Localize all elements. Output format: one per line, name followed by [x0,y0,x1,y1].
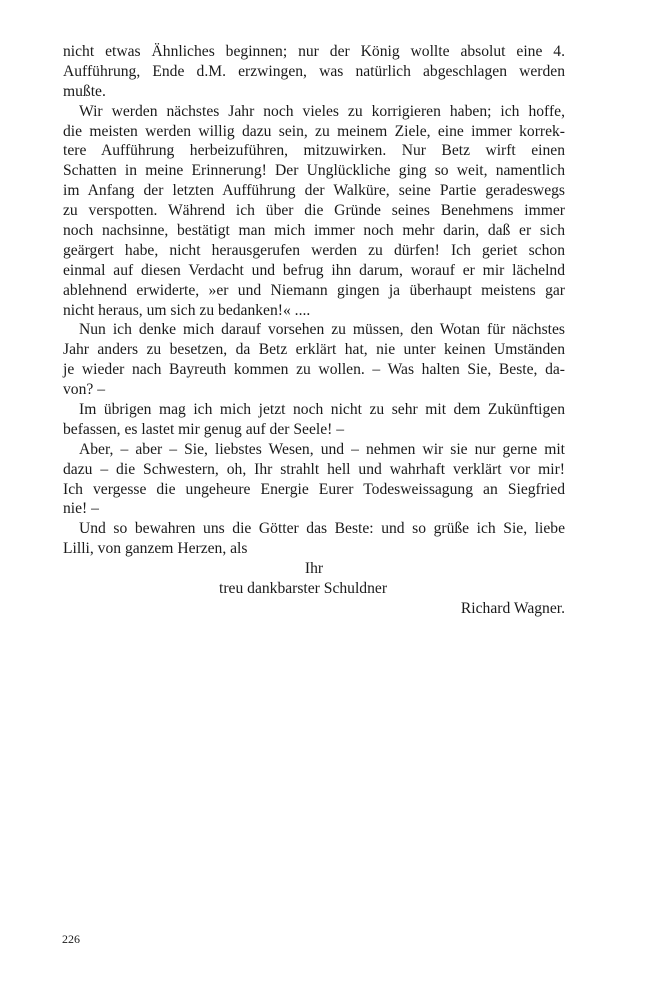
paragraph-line: Lilli, von ganzem Herzen, als [63,540,248,558]
paragraph-line: mußte. [63,82,106,100]
paragraph-line: von? – [63,381,106,399]
paragraph-line: geärgert habe, nicht herausgerufen werden zu dürfen! Ich geriet schon [63,241,565,259]
paragraph-line: dazu – die Schwestern, oh, Ihr strahlt hell und wahrhaft verklärt vor mir! [63,460,565,478]
paragraph-line: Jahr anders zu besetzen, da Betz erklärt hat, nie unter keinen Umständen [63,341,565,359]
paragraph-line: Nun ich denke mich darauf vorsehen zu müssen, den Wotan für nächstes [79,321,565,339]
closing-ihr: Ihr [304,560,324,578]
paragraph-line: Wir werden nächstes Jahr noch vieles zu korrigieren haben; ich hoffe, [79,102,565,120]
paragraph-line: Ich vergesse die ungeheure Energie Eurer Todesweissagung an Siegfried [63,480,565,498]
paragraph-line: nie! – [63,500,99,518]
letter-body [63,42,565,619]
paragraph-line: tere Aufführung herbeizuführen, mitzuwirken. Nur Betz wirft einen [63,142,565,160]
paragraph-line: im Anfang der letzten Aufführung der Walküre, seine Partie geradeswegs [63,182,565,200]
paragraph-line: einmal auf diesen Verdacht und befrug ihn darum, worauf er mir lächelnd [63,261,565,279]
paragraph-line: Aufführung, Ende d.M. erzwingen, was natürlich abgeschlagen werden [63,62,565,80]
paragraph-line: zu verspotten. Während ich über die Gründe seines Benehmens immer [63,202,565,220]
closing-salutation: treu dankbarster Schuldner [219,580,388,598]
paragraph-line: Und so bewahren uns die Götter das Beste: und so grüße ich Sie, liebe [79,520,565,538]
paragraph-line: nicht etwas Ähnliches beginnen; nur der König wollte absolut eine 4. [63,43,565,60]
paragraph-line: ablehnend erwiderte, »er und Niemann gingen ja überhaupt meistens gar [63,281,565,299]
paragraph-line: Aber, – aber – Sie, liebstes Wesen, und – nehmen wir sie nur gerne mit [79,440,565,458]
paragraph-line: nicht heraus, um sich zu bedanken!« .... [63,301,311,319]
signature: Richard Wagner. [460,599,565,617]
paragraph-line: befassen, es lastet mir genug auf der Seele! – [63,420,345,438]
paragraph-line: je wieder nach Bayreuth kommen zu wollen. – Was halten Sie, Beste, da- [63,361,565,379]
paragraph-line: Im übrigen mag ich mich jetzt noch nicht zu sehr mit dem Zukünftigen [79,401,565,419]
page-number: 226 [62,932,80,946]
paragraph-line: Schatten in meine Erinnerung! Der Unglückliche ging so weit, namentlich [63,162,565,180]
paragraph-line: noch nachsinne, bestätigt man mich immer noch mehr darin, daß er sich [63,222,565,240]
paragraph-line: die meisten werden willig dazu sein, zu meinem Ziele, eine immer korrek- [63,122,565,140]
